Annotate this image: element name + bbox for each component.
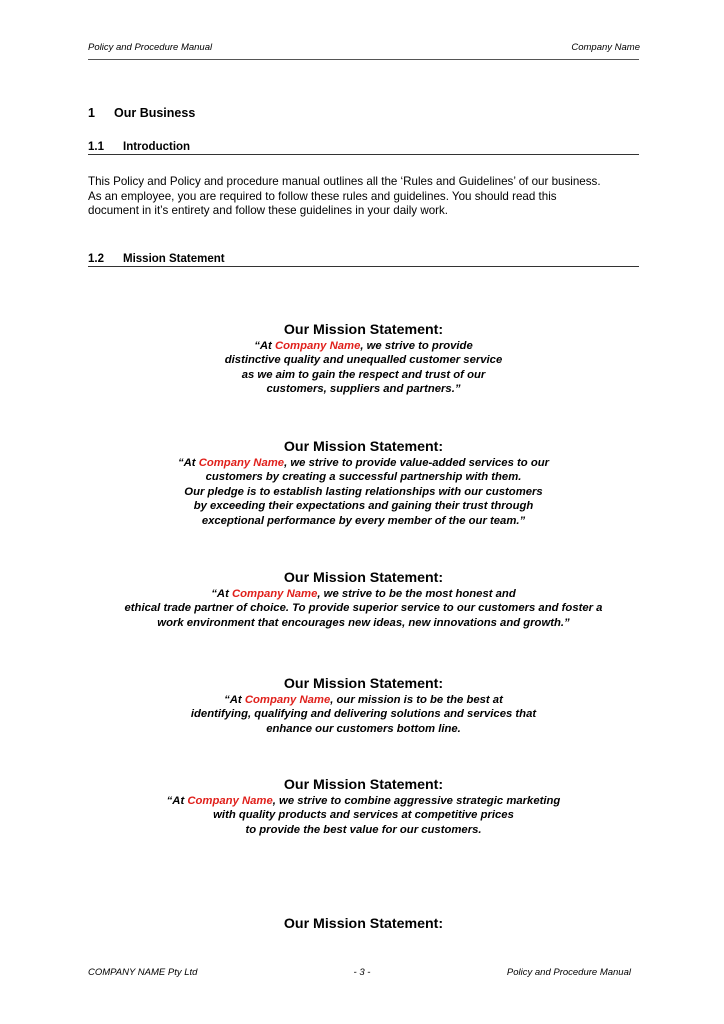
header-company-name: Company Name	[571, 42, 640, 53]
mission-statement-heading: Our Mission Statement:	[283, 439, 444, 455]
mission-statement-text	[88, 587, 639, 630]
company-name-highlight: Company Name	[274, 340, 361, 352]
statement-line: , we strive to provide value-added services to our	[284, 457, 550, 469]
statement-line: by exceeding their expectations and gaining their trust through	[193, 500, 534, 513]
company-name-highlight: Company Name	[231, 588, 318, 600]
introduction-line: As an employee, you are required to follow these rules and guidelines. You should read this	[88, 189, 557, 203]
statement-line: exceptional performance by every member of the our team.”	[201, 514, 526, 527]
statement-line: identifying, qualifying and delivering solutions and services that	[190, 708, 537, 721]
statement-line: , we strive to provide	[360, 340, 473, 352]
statement-line: as we aim to gain the respect and trust of our	[241, 368, 486, 381]
quote-open: “At	[166, 795, 188, 807]
introduction-line: This Policy and Policy and procedure manual outlines all the ‘Rules and Guidelines’ of our business.	[88, 175, 601, 188]
statement-line: , we strive to combine aggressive strategic marketing	[272, 795, 561, 807]
mission-statement-block	[88, 439, 639, 528]
introduction-title: Introduction	[123, 141, 191, 153]
mission-heading	[88, 253, 639, 267]
statement-line: customers, suppliers and partners.”	[266, 383, 461, 396]
mission-statement-heading: Our Mission Statement:	[283, 777, 444, 793]
statement-line: distinctive quality and unequalled customer service	[224, 354, 503, 367]
mission-statement-heading: Our Mission Statement:	[283, 916, 444, 932]
mission-statement-text	[88, 794, 639, 837]
company-name-highlight: Company Name	[244, 694, 331, 706]
mission-statement-heading: Our Mission Statement:	[283, 322, 444, 338]
introduction-number: 1.1	[88, 141, 104, 153]
section-number: 1	[88, 106, 95, 120]
statement-line: , we strive to be the most honest and	[317, 588, 516, 600]
statement-line: Our pledge is to establish lasting relationships with our customers	[184, 485, 543, 498]
introduction-line: document in it’s entirety and follow these guidelines in your daily work.	[88, 204, 449, 217]
mission-number: 1.2	[88, 253, 104, 265]
statement-line: to provide the best value for our customers.	[245, 823, 482, 836]
footer-document-title: Policy and Procedure Manual	[506, 967, 631, 978]
statement-line: with quality products and services at competitive prices	[213, 809, 514, 822]
mission-statement-block	[88, 322, 639, 397]
statement-line: customers by creating a successful partnership with them.	[205, 471, 522, 484]
mission-statement-block	[88, 676, 639, 736]
mission-statement-block	[88, 777, 639, 837]
section-title: Our Business	[114, 106, 196, 120]
mission-statement-heading: Our Mission Statement:	[283, 570, 444, 586]
mission-statement-text	[88, 339, 639, 397]
mission-statement-heading: Our Mission Statement:	[283, 676, 444, 692]
footer-company: COMPANY NAME Pty Ltd	[88, 967, 198, 978]
header-divider	[88, 59, 639, 60]
quote-open: “At	[211, 588, 232, 600]
header-document-title: Policy and Procedure Manual	[88, 42, 213, 53]
quote-open: “At	[254, 340, 275, 352]
introduction-heading	[88, 141, 639, 155]
quote-open: “At	[224, 694, 245, 706]
mission-statement-text	[88, 456, 639, 528]
mission-statement-block	[88, 570, 639, 630]
introduction-paragraph	[88, 175, 640, 219]
statement-line: work environment that encourages new ideas, new innovations and growth.”	[157, 616, 570, 629]
mission-statement-block	[88, 916, 639, 933]
footer-page-number: - 3 -	[353, 967, 371, 978]
statement-line: ethical trade partner of choice. To provide superior service to our customers and foster a	[124, 602, 603, 615]
mission-statement-text	[88, 693, 639, 736]
mission-title: Mission Statement	[123, 253, 225, 265]
statement-line: enhance our customers bottom line.	[266, 722, 461, 735]
statement-line: , our mission is to be the best at	[330, 694, 503, 706]
company-name-highlight: Company Name	[198, 457, 285, 469]
section-heading	[88, 106, 195, 120]
company-name-highlight: Company Name	[187, 795, 273, 807]
quote-open: “At	[177, 457, 199, 469]
